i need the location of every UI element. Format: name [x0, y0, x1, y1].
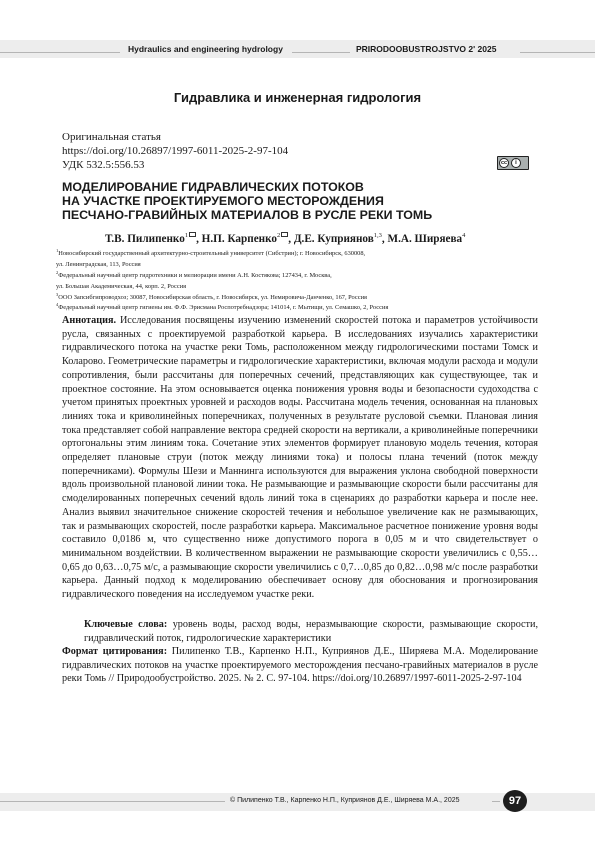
article-title: [62, 180, 532, 223]
footer-rule-right: [492, 801, 500, 802]
affiliation: [56, 268, 536, 292]
header-journal-issue: PRIRODOOBUSTROJSTVO 2' 2025: [356, 44, 497, 54]
author-name: М.А. Ширяева: [387, 233, 463, 245]
article-title-line: НА УЧАСТКЕ ПРОЕКТИРУЕМОГО МЕСТОРОЖДЕНИЯ: [62, 194, 384, 209]
keywords-text: уровень воды, расход воды, неразмывающие скорости, размывающие скорости, гидравлический поток, гидрологические характеристики: [84, 619, 539, 644]
author-name: Д.Е. Куприянов: [293, 233, 374, 245]
affiliation-text: Федеральный научный центр гидротехники и мелиорации имени А.Н. Костякова; 127434, г. Москва,: [58, 272, 332, 279]
affiliation: [56, 246, 536, 270]
page-number: 97: [503, 790, 527, 812]
header-journal-section-en: Hydraulics and engineering hydrology: [128, 44, 283, 54]
cc-icon: cc: [500, 160, 508, 166]
author-affiliation-mark: 2: [277, 232, 281, 239]
abstract-label: Аннотация.: [62, 315, 117, 326]
article-title-line: МОДЕЛИРОВАНИЕ ГИДРАВЛИЧЕСКИХ ПОТОКОВ: [62, 180, 364, 194]
affiliation-text: ООО Запсибгипроводхоз; 30087, Новосибирская область, г. Новосибирск, ул. Немировича-Данченко, 167, Россия: [58, 294, 367, 301]
affiliation-text: ул. Большая Академическая, 44, корп. 2, Россия: [56, 282, 187, 290]
section-title: Гидравлика и инженерная гидрология: [173, 90, 422, 105]
affiliation: [56, 300, 536, 314]
citation-label: Формат цитирования:: [62, 646, 168, 657]
affiliation-number: 2: [56, 270, 59, 275]
author-list: Т.В. Пилипенко$^1$ , Н.П. Карпенко$^2$ , Д.Е. Куприянов$^{1,3}$, М.А. Ширяева$^4$: [105, 232, 466, 245]
affiliation-number: 1: [56, 248, 59, 253]
attribution-icon: i: [511, 158, 521, 168]
envelope-icon: [281, 232, 288, 237]
cc-license-badge[interactable]: [497, 156, 529, 170]
footer-rule-left: [0, 801, 225, 802]
envelope-icon: [189, 232, 196, 237]
citation-text: Пилипенко Т.В., Карпенко Н.П., Куприянов Д.Е., Ширяева М.А. Моделирование гидравлических потоков на участке проектируемого месторождения песчано-гравийных материалов в русле реки Томь // Природообустройство. 2025. № 2. С. 97-104. https://doi.org/10.26897/1997-6011-2025-2-97-104: [62, 646, 538, 685]
author-affiliation-mark: 1: [184, 232, 189, 239]
author-name: Н.П. Карпенко: [201, 233, 277, 245]
udc-code: УДК 532.5:556.53: [62, 159, 145, 171]
article-type: Оригинальная статья: [62, 131, 161, 143]
affiliation-text: Новосибирский государственный архитектурно-строительный университет (Сибстрин); г. Новосибирск, 630008,: [58, 250, 366, 257]
header-rule-right: [520, 52, 595, 53]
doi-link[interactable]: https://doi.org/10.26897/1997-6011-2025-2-97-104: [62, 145, 289, 157]
copyright-notice: © Пилипенко Т.В., Карпенко Н.П., Куприянов Д.Е., Ширяева М.А., 2025: [230, 797, 460, 804]
author-affiliation-mark: 4: [462, 232, 466, 239]
keywords-label: Ключевые слова:: [84, 619, 168, 630]
article-title-line: ПЕСЧАНО-ГРАВИЙНЫХ МАТЕРИАЛОВ В РУСЛЕ РЕКИ ТОМЬ: [62, 208, 433, 223]
affiliation-text: ул. Ленинградская, 113, Россия: [56, 260, 141, 268]
header-rule-middle: [292, 52, 350, 53]
citation-format: [62, 645, 538, 686]
running-header: [0, 40, 595, 58]
affiliation-number: 4: [56, 302, 59, 307]
abstract-text: Исследования посвящены изучению изменений скоростей потока и параметров устойчивости русла, связанных с проектируемой разработкой карьера. В исследованиях изучались характеристики гидравлического потока на участке реки Томь, расположенном между гидрологическими постами Томск и Коларово. Геометрические параметры и гидрологические характеристики, включая модули расхода и модули сопротивления, были рассчитаны для поперечных сечений, представляющих как существующее, так и проектное состояние. На этом основывается оценка понижения уровня воды и безопасности судоходства с учетом принятых проектных уровней и расходов воды. Рассчитана модель течения, основанная на плановых линиях тока и криволинейных поперечниках, полученных в результате русловой съемки. Плановая линия тока представляет собой направление вектора средней скорости на вертикали, а криволинейные поперечники ортогональны этим линиям тока. Сочетание этих элементов формирует плановую модель течения, которая определяет плановые струи (поток между линиями тока) и полосы плана течений (поток между поперечниками). Формулы Шези и Маннинга используются для выражения уклона свободной поверхности вдоль произвольной плановой линии тока. Не размывающие и размывающие скорости были рассчитаны для смоделированных поперечных сечений вдоль линий тока в сценариях до разработки карьера и после нее. Анализ выявил значительное снижение скоростей течения и небольшое увеличение как не размывающих, так и размывающих скоростей, после разработки карьера. Максимальное расчетное понижение уровня воды составило 0,0186 м, что существенно ниже допустимого порога в 0,05 м и что свидетельствует о минимальном воздействии. В количественном выражении не размывающие скорости увеличились с 0,55…0,65 до 0,63…0,75 м/с, а размывающие скорости увеличились с 0,7…0,85 до 0,82…0,98 м/с после разработки карьера. Данный подход к моделированию обеспечивает основу для обоснования и прогнозирования гидравлического поведения на исследуемом участке реки.: [62, 315, 539, 601]
author-name: Т.В. Пилипенко: [105, 233, 185, 245]
affiliation-number: 3: [56, 292, 59, 297]
affiliation-text: Федеральный научный центр гигиены им. Ф.Ф. Эрисмана Роспотребнадзора; 141014, г. Мытищи, ул. Семашко, 2, Россия: [58, 304, 389, 311]
keywords: [84, 618, 538, 645]
header-rule-left: [0, 52, 120, 53]
author-affiliation-mark: 1,3: [373, 232, 382, 239]
abstract: [62, 314, 538, 602]
